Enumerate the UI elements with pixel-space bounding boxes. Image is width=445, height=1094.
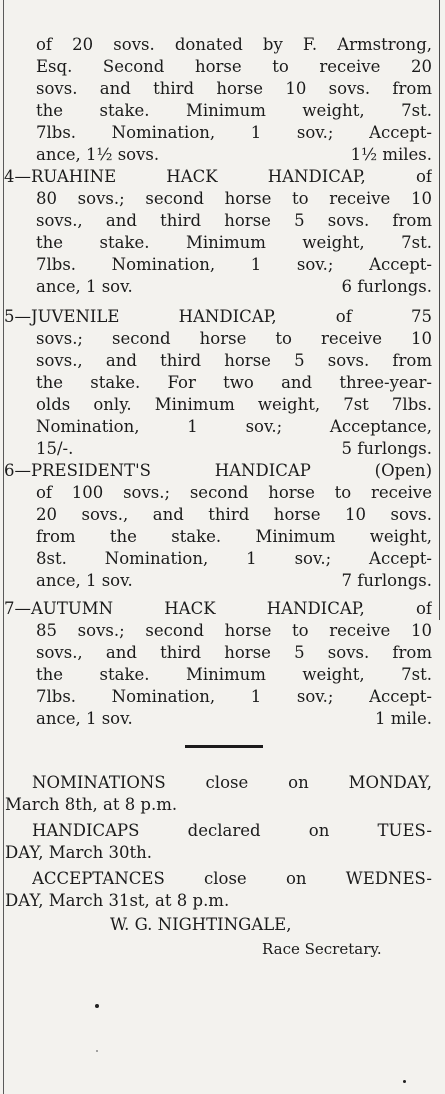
- section-divider: [185, 745, 263, 748]
- acceptances-notice: ACCEPTANCES close on WEDNES-: [32, 869, 432, 888]
- nominations-notice-cont: March 8th, at 8 p.m.: [5, 795, 178, 814]
- race6-line: of 100 sovs.; second horse to receive: [36, 483, 432, 502]
- race7-distance: 1 mile.: [375, 709, 432, 728]
- race4-line: 80 sovs.; second horse to receive 10: [36, 189, 432, 208]
- race6-final-line: [36, 570, 432, 592]
- race5-line: Nomination, 1 sov.; Acceptance,: [36, 417, 432, 436]
- race5-acceptance: 15/-.: [36, 439, 74, 458]
- race7-line: 85 sovs.; second horse to receive 10: [36, 621, 432, 640]
- race3-line: Esq. Second horse to receive 20: [36, 57, 432, 76]
- race5-heading: 5—JUVENILE HANDICAP, of 75: [4, 307, 432, 326]
- race4-line: sovs., and third horse 5 sovs. from: [36, 211, 432, 230]
- race3-line: sovs. and third horse 10 sovs. from: [36, 79, 432, 98]
- ink-speck: [96, 1050, 98, 1052]
- race4-final-line: [36, 276, 432, 298]
- acceptances-notice-cont: DAY, March 31st, at 8 p.m.: [5, 891, 230, 910]
- handicaps-notice-cont: DAY, March 30th.: [5, 843, 152, 862]
- secretary-title: Race Secretary.: [262, 940, 382, 958]
- column-rule-right: [439, 0, 440, 620]
- handicaps-notice: HANDICAPS declared on TUES-: [32, 821, 432, 840]
- race3-line: of 20 sovs. donated by F. Armstrong,: [36, 35, 432, 54]
- race5-distance: 5 furlongs.: [341, 439, 432, 458]
- race4-heading: 4—RUAHINE HACK HANDICAP, of: [4, 167, 432, 186]
- race6-heading: 6—PRESIDENT'S HANDICAP (Open): [4, 461, 432, 480]
- nominations-notice: NOMINATIONS close on MONDAY,: [32, 773, 432, 792]
- race7-heading: 7—AUTUMN HACK HANDICAP, of: [4, 599, 432, 618]
- race7-line: the stake. Minimum weight, 7st.: [36, 665, 432, 684]
- race3-distance: 1½ miles.: [350, 145, 432, 164]
- race5-line: olds only. Minimum weight, 7st 7lbs.: [36, 395, 432, 414]
- race4-distance: 6 furlongs.: [341, 277, 432, 296]
- race3-line: the stake. Minimum weight, 7st.: [36, 101, 432, 120]
- race7-line: 7lbs. Nomination, 1 sov.; Accept-: [36, 687, 432, 706]
- column-rule-left: [3, 0, 4, 1094]
- race6-line: 8st. Nomination, 1 sov.; Accept-: [36, 549, 432, 568]
- race6-acceptance: ance, 1 sov.: [36, 571, 133, 590]
- race4-line: 7lbs. Nomination, 1 sov.; Accept-: [36, 255, 432, 274]
- race3-acceptance: ance, 1½ sovs.: [36, 145, 160, 164]
- race5-line: sovs.; second horse to receive 10: [36, 329, 432, 348]
- ink-speck: [403, 1080, 406, 1083]
- race4-acceptance: ance, 1 sov.: [36, 277, 133, 296]
- race7-line: sovs., and third horse 5 sovs. from: [36, 643, 432, 662]
- race6-line: from the stake. Minimum weight,: [36, 527, 432, 546]
- race6-distance: 7 furlongs.: [341, 571, 432, 590]
- race5-line: sovs., and third horse 5 sovs. from: [36, 351, 432, 370]
- race7-final-line: [36, 708, 432, 730]
- race5-final-line: [36, 438, 432, 460]
- secretary-name: W. G. NIGHTINGALE,: [110, 915, 292, 934]
- race7-acceptance: ance, 1 sov.: [36, 709, 133, 728]
- race4-line: the stake. Minimum weight, 7st.: [36, 233, 432, 252]
- race3-final-line: [36, 144, 432, 166]
- race5-line: the stake. For two and three-year-: [36, 373, 432, 392]
- race3-line: 7lbs. Nomination, 1 sov.; Accept-: [36, 123, 432, 142]
- ink-speck: [95, 1004, 99, 1008]
- race6-line: 20 sovs., and third horse 10 sovs.: [36, 505, 432, 524]
